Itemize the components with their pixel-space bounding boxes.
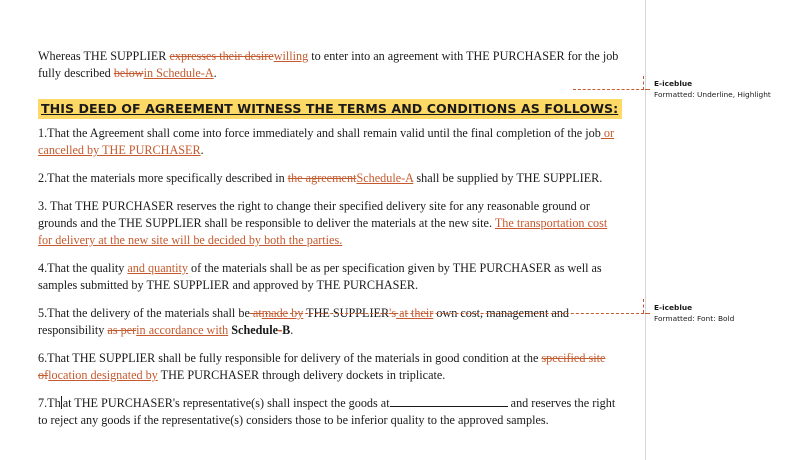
paragraph-clause-2[interactable] <box>38 170 623 187</box>
comment-author: E-iceblue <box>654 303 693 312</box>
inserted-text: location designated by <box>48 368 158 382</box>
deleted-text: specified site of <box>38 351 606 382</box>
text-run: at THE PURCHASER's representative(s) shall inspect the goods at <box>62 396 390 410</box>
comment-connector <box>645 89 650 90</box>
text-run: 7.Th <box>38 396 61 410</box>
paragraph-clause-5[interactable] <box>38 305 623 339</box>
inserted-text: or cancelled by THE PURCHASER <box>38 126 615 157</box>
format-comment-balloon[interactable] <box>654 78 771 100</box>
bold-text: Schedule <box>231 323 278 337</box>
document-body[interactable] <box>38 48 623 440</box>
text-run: 3. That THE PURCHASER reserves the right to change their specified delivery site for any reasonable ground or grounds and the THE SUPPLIER shall be responsible to deliver the materials at the new site. <box>38 199 590 230</box>
highlighted-heading: THIS DEED OF AGREEMENT WITNESS THE TERMS AND CONDITIONS AS FOLLOWS: <box>38 99 622 119</box>
inserted-text: in accordance with <box>136 323 229 337</box>
fill-in-blank[interactable] <box>390 395 508 407</box>
text-run: . <box>290 323 294 337</box>
inserted-text: and quantity <box>127 261 188 275</box>
paragraph-clause-4[interactable] <box>38 260 623 294</box>
text-run: 6.That THE SUPPLIER shall be fully responsible for delivery of the materials in good condition at the <box>38 351 542 365</box>
text-run: shall be supplied by THE SUPPLIER. <box>413 171 603 185</box>
deleted-text: at <box>252 306 262 320</box>
deleted-text: expresses their desire <box>169 49 274 63</box>
deleted-text: below <box>113 66 144 80</box>
text-run: Whereas THE SUPPLIER <box>38 49 170 63</box>
deleted-text: the agreement <box>287 171 357 185</box>
inserted-text: Schedule-A <box>356 171 414 185</box>
text-run: and reserves the right to reject any goods if the representative(s) considers those to be inferior quality to the approved samples. <box>38 396 616 427</box>
paragraph-clause-7[interactable] <box>38 395 623 429</box>
comment-text: Formatted: Underline, Highlight <box>654 90 771 99</box>
comment-connector <box>643 76 644 90</box>
paragraph-clause-6[interactable] <box>38 350 623 384</box>
inserted-text: in Schedule-A <box>143 66 214 80</box>
deleted-text: 's <box>389 306 397 320</box>
inserted-text: The transportation cost for delivery at the new site will be decided by both the parties. <box>38 216 608 247</box>
text-run: THE PURCHASER through delivery dockets in triplicate. <box>157 368 446 382</box>
text-run: THE SUPPLIER <box>303 306 390 320</box>
text-run: 4.That the quality <box>38 261 128 275</box>
text-run: own cost, management and responsibility <box>38 306 570 337</box>
comment-connector <box>645 313 650 314</box>
text-run: of the materials shall be as per specification given by THE PURCHASER as well as samples submitted by THE SUPPLIER and approved by THE PURCHASER. <box>38 261 602 292</box>
heading-row <box>38 93 623 125</box>
deleted-text: - <box>278 323 283 337</box>
text-run: 1.That the Agreement shall come into force immediately and shall remain valid until the final completion of the job <box>38 126 601 140</box>
text-run: 5.That the delivery of the materials shall be <box>38 306 253 320</box>
inserted-text: at their <box>396 306 434 320</box>
markup-margin-pane <box>645 0 800 460</box>
text-run: . <box>200 143 204 157</box>
bold-text: B <box>282 323 291 337</box>
format-comment-balloon[interactable] <box>654 302 734 324</box>
text-run: 2.That the materials more specifically described in <box>38 171 288 185</box>
comment-connector <box>250 313 644 314</box>
comment-text: Formatted: Font: Bold <box>654 314 735 323</box>
text-run: . <box>213 66 217 80</box>
deleted-text: as per <box>107 323 137 337</box>
paragraph-whereas[interactable] <box>38 48 623 82</box>
paragraph-clause-3[interactable] <box>38 198 623 249</box>
paragraph-clause-1[interactable] <box>38 125 623 159</box>
comment-connector <box>573 89 644 90</box>
inserted-text: willing <box>273 49 309 63</box>
comment-author: E-iceblue <box>654 79 693 88</box>
inserted-text: made by <box>261 306 304 320</box>
comment-connector <box>643 299 644 313</box>
text-run: to enter into an agreement with THE PURCHASER for the job fully described <box>38 49 619 80</box>
